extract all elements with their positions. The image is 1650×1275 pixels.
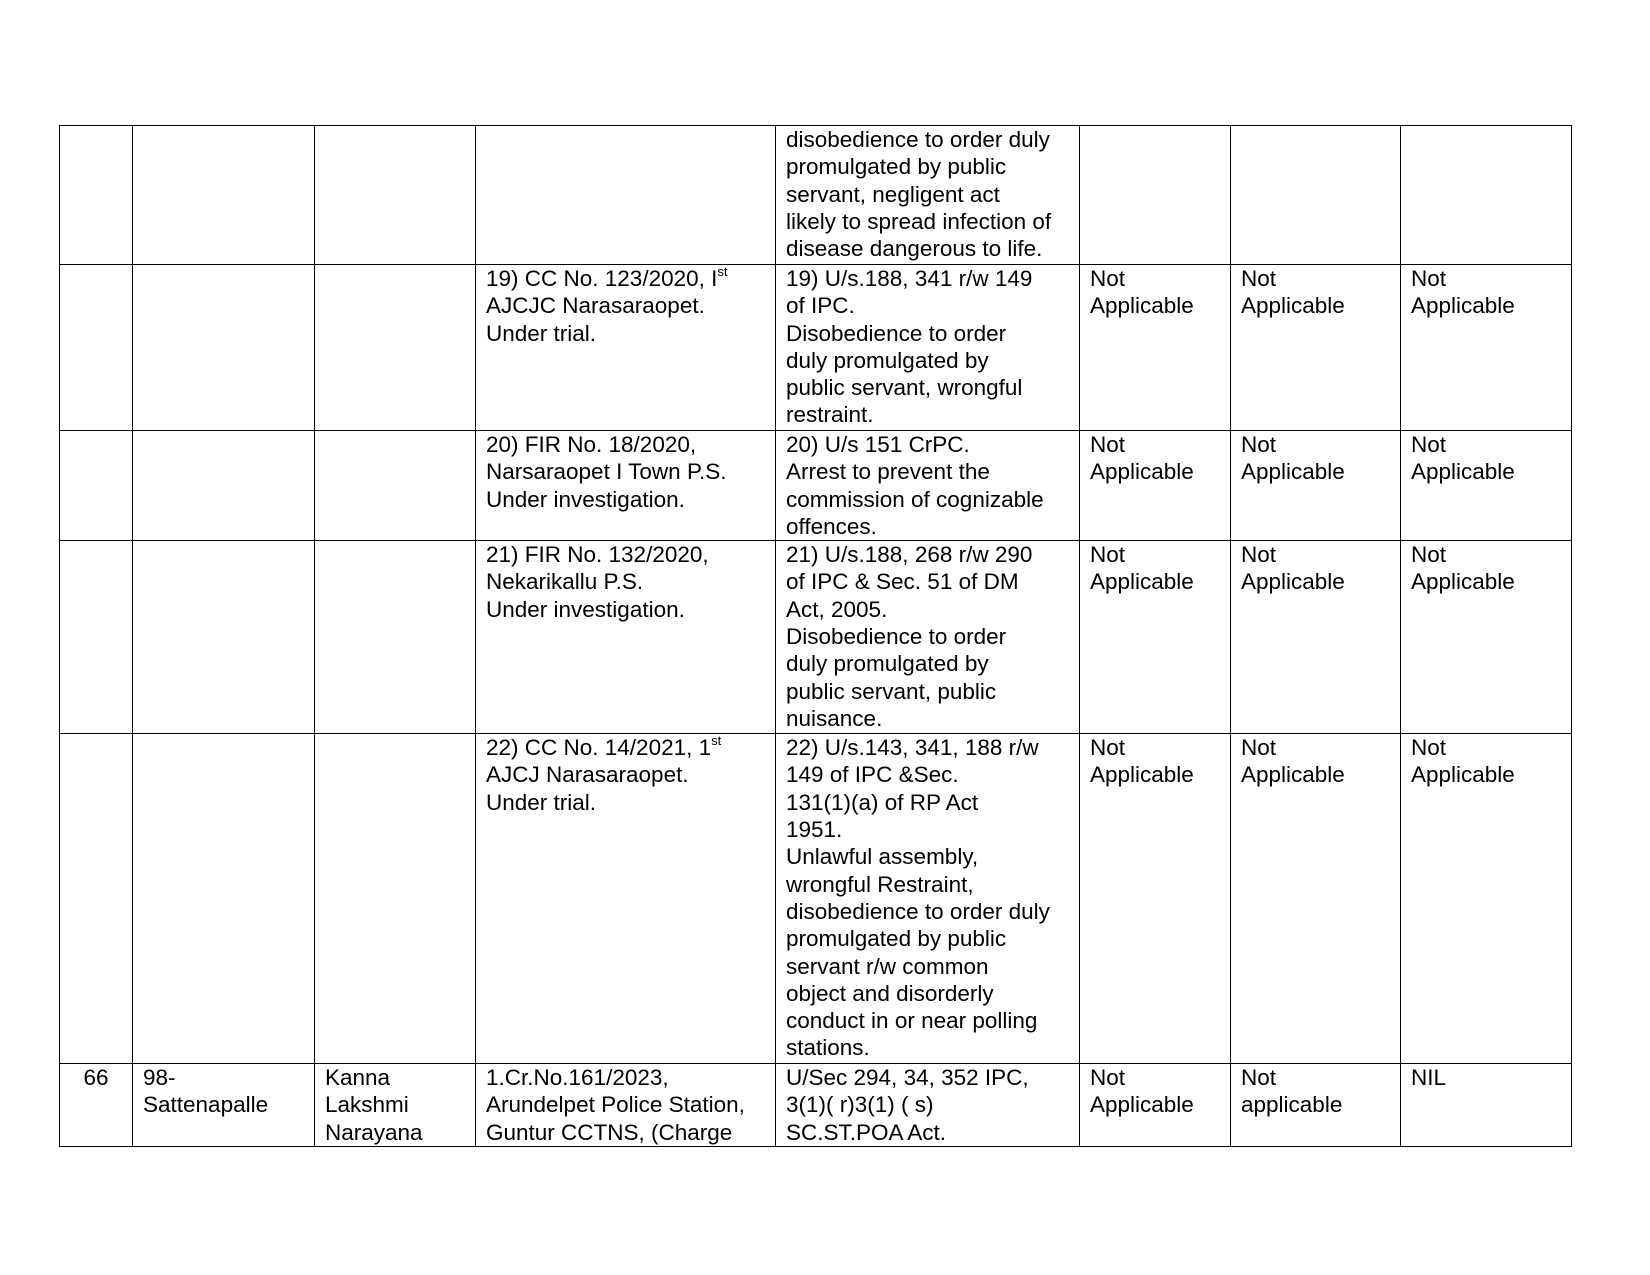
column-7-cell: [1231, 126, 1401, 265]
case-details-cell: [476, 734, 776, 1064]
text-line: Not: [1090, 542, 1126, 568]
constituency-cell: [133, 126, 315, 265]
candidate-cell: [315, 126, 476, 265]
text-line: stations.: [786, 1035, 870, 1061]
text-line: duly promulgated by: [786, 651, 989, 677]
table-row: [60, 541, 1572, 734]
text-line: NIL: [1411, 1065, 1447, 1091]
text-line: servant r/w common: [786, 953, 989, 979]
column-8-cell: [1401, 265, 1572, 431]
table-row: [60, 1064, 1572, 1147]
text-line: Not: [1090, 266, 1126, 291]
candidate-cell: [315, 541, 476, 734]
sections-cell: [776, 734, 1080, 1064]
text-line: 21) FIR No. 132/2020,: [486, 542, 709, 568]
text-line: Applicable: [1090, 459, 1194, 485]
text-line: Kanna: [325, 1065, 391, 1091]
text-line: Disobedience to order: [786, 624, 1007, 650]
text-line: Not: [1090, 1065, 1126, 1091]
text-line: Applicable: [1241, 762, 1345, 788]
serial-number-cell: [60, 126, 133, 265]
text-line: restraint.: [786, 402, 874, 428]
text-line: 20) FIR No. 18/2020,: [486, 432, 697, 457]
text-line: Not: [1411, 266, 1447, 291]
candidate-cell: [315, 431, 476, 541]
constituency-cell: [133, 734, 315, 1064]
text-line: disobedience to order duly: [786, 127, 1050, 152]
table-body: [60, 126, 1572, 1147]
text-line: Under investigation.: [486, 596, 685, 622]
text-line: Under investigation.: [486, 486, 685, 512]
constituency-cell: [133, 1064, 315, 1147]
text-line: 1951.: [786, 817, 843, 843]
text-line: public servant, wrongful: [786, 375, 1023, 401]
text-line: servant, negligent act: [786, 181, 1000, 207]
text-line: Not: [1241, 432, 1277, 457]
column-6-cell: [1080, 1064, 1231, 1147]
text-line: Not: [1241, 1065, 1277, 1091]
text-line: Narsaraopet I Town P.S.: [486, 459, 727, 485]
text-line: Applicable: [1241, 569, 1345, 595]
text-line: AJCJ Narasaraopet.: [486, 762, 689, 788]
text-line: 98-: [143, 1065, 176, 1091]
text-line: Sattenapalle: [143, 1092, 269, 1118]
sections-cell: [776, 1064, 1080, 1147]
table-row: [60, 431, 1572, 541]
text-line: 149 of IPC &Sec.: [786, 762, 959, 788]
text-line: Applicable: [1411, 459, 1515, 485]
ordinal-suffix: st: [711, 733, 722, 748]
text-line: nuisance.: [786, 705, 883, 731]
cases-table: [59, 125, 1572, 1147]
serial-number-cell: [60, 541, 133, 734]
text-line: Applicable: [1411, 293, 1515, 319]
text-line: Applicable: [1090, 569, 1194, 595]
serial-number-cell: [60, 734, 133, 1064]
text-line: wrongful Restraint,: [786, 871, 974, 897]
text-line: Lakshmi: [325, 1092, 409, 1118]
text-line: Arundelpet Police Station,: [486, 1092, 745, 1118]
sections-cell: [776, 265, 1080, 431]
serial-number-cell: 66: [60, 1064, 133, 1147]
text-line: Applicable: [1241, 459, 1345, 485]
text-line: Not: [1411, 432, 1447, 457]
column-8-cell: [1401, 734, 1572, 1064]
text-line: 131(1)(a) of RP Act: [786, 789, 979, 815]
case-details-cell: [476, 541, 776, 734]
text-line: 19) U/s.188, 341 r/w 149: [786, 266, 1033, 291]
text-line: Applicable: [1090, 293, 1194, 319]
text-line: Arrest to prevent the: [786, 459, 990, 485]
text-line: of IPC.: [786, 293, 855, 319]
text-line: U/Sec 294, 34, 352 IPC,: [786, 1065, 1029, 1091]
text-line: Not: [1411, 735, 1447, 761]
column-7-cell: [1231, 1064, 1401, 1147]
case-number-text: 22) CC No. 14/2021, 1: [486, 735, 712, 761]
column-8-cell: [1401, 541, 1572, 734]
text-line: Nekarikallu P.S.: [486, 569, 644, 595]
text-line: 21) U/s.188, 268 r/w 290: [786, 542, 1033, 568]
text-line: offences.: [786, 513, 877, 539]
sections-cell: [776, 431, 1080, 541]
candidate-cell: [315, 1064, 476, 1147]
text-line: Not: [1411, 542, 1447, 568]
column-8-cell: [1401, 431, 1572, 541]
text-line: [486, 265, 767, 292]
text-line: Under trial.: [486, 789, 597, 815]
column-6-cell: [1080, 431, 1231, 541]
text-line: 22) U/s.143, 341, 188 r/w: [786, 735, 1039, 761]
sections-cell: [776, 541, 1080, 734]
text-line: AJCJC Narasaraopet.: [486, 293, 705, 319]
column-6-cell: [1080, 541, 1231, 734]
constituency-cell: [133, 431, 315, 541]
text-line: Not: [1090, 735, 1126, 761]
text-line: SC.ST.POA Act.: [786, 1119, 947, 1145]
text-line: duly promulgated by: [786, 347, 989, 373]
candidate-cell: [315, 265, 476, 431]
column-7-cell: [1231, 734, 1401, 1064]
column-8-cell: [1401, 1064, 1572, 1147]
case-details-cell: [476, 265, 776, 431]
text-line: Applicable: [1411, 762, 1515, 788]
column-7-cell: [1231, 541, 1401, 734]
column-8-cell: [1401, 126, 1572, 265]
table-row: [60, 265, 1572, 431]
case-details-cell: [476, 1064, 776, 1147]
serial-number-cell: [60, 431, 133, 541]
text-line: Unlawful assembly,: [786, 844, 979, 870]
column-6-cell: [1080, 734, 1231, 1064]
text-line: Guntur CCTNS, (Charge: [486, 1119, 733, 1145]
text-line: of IPC & Sec. 51 of DM: [786, 569, 1019, 595]
text-line: likely to spread infection of: [786, 208, 1052, 234]
text-line: Not: [1241, 735, 1277, 761]
text-line: Not: [1090, 432, 1126, 457]
table-row: [60, 734, 1572, 1064]
text-line: applicable: [1241, 1092, 1343, 1118]
serial-number-cell: [60, 265, 133, 431]
text-line: Not: [1241, 266, 1277, 291]
text-line: 20) U/s 151 CrPC.: [786, 432, 970, 457]
text-line: commission of cognizable: [786, 486, 1044, 512]
text-line: Applicable: [1411, 569, 1515, 595]
text-line: Applicable: [1090, 1092, 1194, 1118]
sections-cell: [776, 126, 1080, 265]
text-line: Applicable: [1090, 762, 1194, 788]
case-details-cell: [476, 431, 776, 541]
text-line: 3(1)( r)3(1) ( s): [786, 1092, 934, 1118]
constituency-cell: [133, 265, 315, 431]
column-7-cell: [1231, 265, 1401, 431]
case-number-text: 19) CC No. 123/2020, I: [486, 266, 718, 291]
text-line: promulgated by public: [786, 154, 1007, 180]
text-line: disease dangerous to life.: [786, 236, 1043, 262]
text-line: Not: [1241, 542, 1277, 568]
column-6-cell: [1080, 126, 1231, 265]
text-line: object and disorderly: [786, 980, 994, 1006]
column-6-cell: [1080, 265, 1231, 431]
text-line: Under trial.: [486, 320, 597, 346]
text-line: Narayana: [325, 1119, 423, 1145]
table-row: [60, 126, 1572, 265]
candidate-cell: [315, 734, 476, 1064]
column-7-cell: [1231, 431, 1401, 541]
text-line: [486, 734, 767, 761]
text-line: 1.Cr.No.161/2023,: [486, 1065, 669, 1091]
constituency-cell: [133, 541, 315, 734]
text-line: public servant, public: [786, 678, 997, 704]
ordinal-suffix: st: [717, 264, 728, 279]
text-line: Disobedience to order: [786, 320, 1007, 346]
text-line: Act, 2005.: [786, 596, 888, 622]
text-line: Applicable: [1241, 293, 1345, 319]
text-line: promulgated by public: [786, 926, 1007, 952]
case-details-cell: [476, 126, 776, 265]
text-line: disobedience to order duly: [786, 898, 1050, 924]
text-line: conduct in or near polling: [786, 1008, 1038, 1034]
